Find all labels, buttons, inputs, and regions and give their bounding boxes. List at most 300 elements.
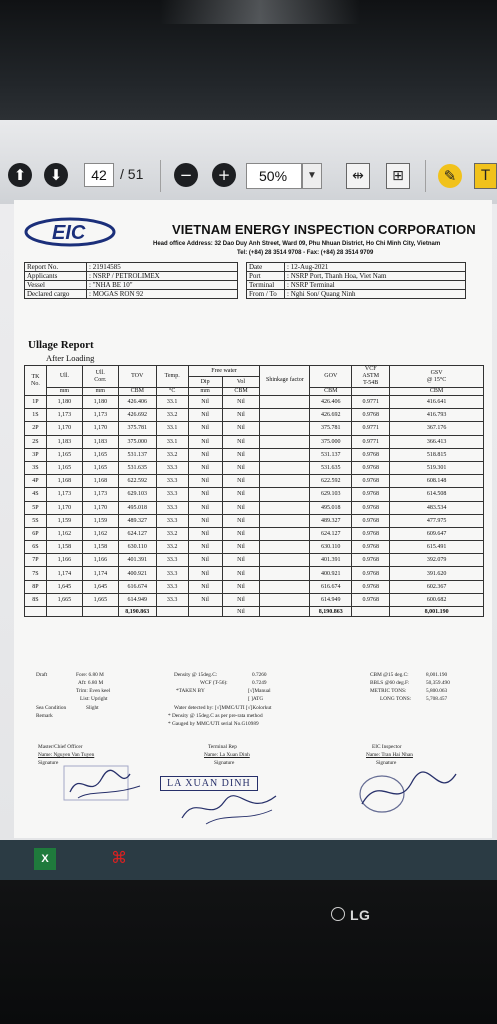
vol-cell: Nil bbox=[222, 461, 260, 474]
temp-cell: 33.3 bbox=[156, 580, 188, 593]
total-blank bbox=[260, 607, 310, 617]
ullage-corr-cell: 1,170 bbox=[82, 501, 118, 514]
col-gov: GOV bbox=[310, 366, 352, 388]
vcf-cell: 0.9768 bbox=[352, 475, 390, 488]
vol-cell: Nil bbox=[222, 475, 260, 488]
vol-cell: Nil bbox=[222, 593, 260, 606]
total-blank bbox=[25, 607, 47, 617]
info-label: Applicants bbox=[25, 272, 87, 281]
ullage-cell: 1,162 bbox=[46, 527, 82, 540]
ullage-cell: 1,645 bbox=[46, 580, 82, 593]
col-ull: Ull. bbox=[46, 366, 82, 388]
gov-cell: 489.327 bbox=[310, 514, 352, 527]
tov-cell: 426.406 bbox=[118, 396, 156, 409]
metric-tons-label: METRIC TONS: bbox=[370, 688, 407, 694]
total-blank bbox=[188, 607, 222, 617]
fit-width-icon[interactable]: ⇹ bbox=[346, 163, 370, 189]
info-label: Report No. bbox=[25, 263, 87, 272]
gov-cell: 616.674 bbox=[310, 580, 352, 593]
shrinkage-cell bbox=[260, 461, 310, 474]
gsv-cell: 367.176 bbox=[390, 422, 484, 435]
col-free-water: Free water bbox=[188, 366, 260, 377]
ullage-corr-cell: 1,645 bbox=[82, 580, 118, 593]
gsv-cell: 602.367 bbox=[390, 580, 484, 593]
table-row bbox=[25, 554, 484, 567]
ullage-cell: 1,665 bbox=[46, 593, 82, 606]
vol-cell: Nil bbox=[222, 567, 260, 580]
col-tk: TK No. bbox=[25, 366, 47, 396]
ullage-cell: 1,165 bbox=[46, 448, 82, 461]
vcf-cell: 0.9768 bbox=[352, 488, 390, 501]
gov-cell: 426.406 bbox=[310, 396, 352, 409]
info-value: : NSRP / PETROLIMEX bbox=[87, 272, 238, 281]
table-row bbox=[25, 514, 484, 527]
draft-label: Draft bbox=[36, 672, 48, 678]
tov-cell: 489.327 bbox=[118, 514, 156, 527]
tank-cell: 5P bbox=[25, 501, 47, 514]
table-row bbox=[25, 475, 484, 488]
table-row bbox=[25, 501, 484, 514]
draft-aft: Aft: 6.80 M bbox=[78, 680, 104, 686]
shrinkage-cell bbox=[260, 475, 310, 488]
long-tons-value: 5,708.457 bbox=[426, 696, 448, 702]
col-vcf: VCF ASTM T-54B bbox=[352, 366, 390, 388]
temp-cell: 33.3 bbox=[156, 567, 188, 580]
total-blank bbox=[156, 607, 188, 617]
wcf-value: 0.7249 bbox=[252, 680, 267, 686]
tank-cell: 6P bbox=[25, 527, 47, 540]
temp-cell: 33.3 bbox=[156, 593, 188, 606]
temp-cell: 33.3 bbox=[156, 554, 188, 567]
vcf-cell: 0.9768 bbox=[352, 554, 390, 567]
dip-cell: Nil bbox=[188, 580, 222, 593]
shrinkage-cell bbox=[260, 580, 310, 593]
pdf-taskbar-icon[interactable]: ⌘ bbox=[111, 850, 127, 867]
bbls-value: 50,359.490 bbox=[426, 680, 450, 686]
info-label: Port bbox=[247, 272, 285, 281]
ullage-cell: 1,170 bbox=[46, 501, 82, 514]
temp-cell: 33.3 bbox=[156, 514, 188, 527]
dip-cell: Nil bbox=[188, 475, 222, 488]
dip-cell: Nil bbox=[188, 409, 222, 422]
excel-taskbar-icon[interactable]: X bbox=[34, 848, 56, 870]
list: List: Upright bbox=[80, 696, 108, 702]
info-value: : 21914585 bbox=[87, 263, 238, 272]
tank-cell: 3S bbox=[25, 461, 47, 474]
col-vol: Vol bbox=[222, 377, 260, 388]
total-tov: 8,190.863 bbox=[118, 607, 156, 617]
tank-cell: 7P bbox=[25, 554, 47, 567]
vol-cell: Nil bbox=[222, 541, 260, 554]
table-row bbox=[25, 488, 484, 501]
tov-cell: 624.127 bbox=[118, 527, 156, 540]
gsv-cell: 391.620 bbox=[390, 567, 484, 580]
gsv-cell: 609.647 bbox=[390, 527, 484, 540]
table-row bbox=[25, 422, 484, 435]
vol-cell: Nil bbox=[222, 448, 260, 461]
inspector-signature-label: Signature bbox=[376, 760, 397, 766]
tank-cell: 5S bbox=[25, 514, 47, 527]
ullage-cell: 1,170 bbox=[46, 422, 82, 435]
long-tons-label: LONG TONS: bbox=[380, 696, 412, 702]
shrinkage-cell bbox=[260, 448, 310, 461]
temp-cell: 33.1 bbox=[156, 396, 188, 409]
gsv-cell: 615.491 bbox=[390, 541, 484, 554]
master-title: Master/Chief Officer bbox=[38, 744, 83, 750]
gsv-cell: 608.148 bbox=[390, 475, 484, 488]
ullage-corr-cell: 1,159 bbox=[82, 514, 118, 527]
zoom-level-input[interactable]: 50% bbox=[246, 163, 302, 189]
tov-cell: 622.592 bbox=[118, 475, 156, 488]
ullage-corr-cell: 1,158 bbox=[82, 541, 118, 554]
vol-cell: Nil bbox=[222, 422, 260, 435]
shrinkage-cell bbox=[260, 514, 310, 527]
gsv-cell: 600.682 bbox=[390, 593, 484, 606]
vcf-cell: 0.9768 bbox=[352, 527, 390, 540]
info-value: : NSRP Terminal bbox=[285, 281, 466, 290]
table-row bbox=[25, 396, 484, 409]
shrinkage-cell bbox=[260, 554, 310, 567]
total-vol: Nil bbox=[222, 607, 260, 617]
taken-by-manual: [√]Manual bbox=[248, 688, 271, 694]
gov-cell: 614.949 bbox=[310, 593, 352, 606]
dip-cell: Nil bbox=[188, 501, 222, 514]
table-row bbox=[25, 409, 484, 422]
inspector-signature bbox=[352, 764, 462, 818]
taskbar bbox=[0, 840, 497, 880]
ullage-cell: 1,168 bbox=[46, 475, 82, 488]
table-row bbox=[25, 527, 484, 540]
info-label: Vessel bbox=[25, 281, 87, 290]
trim: Trim: Even keel bbox=[76, 688, 111, 694]
inspector-name: Name: Tran Hai Nhan bbox=[366, 752, 413, 758]
tank-cell: 1S bbox=[25, 409, 47, 422]
shrinkage-cell bbox=[260, 593, 310, 606]
unit-cbm: CBM bbox=[222, 388, 260, 396]
tank-cell: 8S bbox=[25, 593, 47, 606]
gov-cell: 426.692 bbox=[310, 409, 352, 422]
lg-logo-icon bbox=[331, 907, 345, 921]
gsv-cell: 416.793 bbox=[390, 409, 484, 422]
totals-row bbox=[25, 607, 484, 617]
dip-cell: Nil bbox=[188, 435, 222, 448]
vol-cell: Nil bbox=[222, 554, 260, 567]
tov-cell: 495.018 bbox=[118, 501, 156, 514]
gov-cell: 531.635 bbox=[310, 461, 352, 474]
ullage-corr-cell: 1,165 bbox=[82, 461, 118, 474]
vol-cell: Nil bbox=[222, 396, 260, 409]
col-dip: Dip bbox=[188, 377, 222, 388]
ullage-cell: 1,174 bbox=[46, 567, 82, 580]
shrinkage-cell bbox=[260, 488, 310, 501]
unit-mm: mm bbox=[82, 388, 118, 396]
col-gsv: GSV @ 15°C bbox=[390, 366, 484, 388]
col-ull-corr: Ull. Corr. bbox=[82, 366, 118, 388]
vcf-cell: 0.9768 bbox=[352, 514, 390, 527]
ullage-corr-cell: 1,183 bbox=[82, 435, 118, 448]
tank-cell: 2P bbox=[25, 422, 47, 435]
shrinkage-cell bbox=[260, 501, 310, 514]
metric-tons-value: 5,800.063 bbox=[426, 688, 448, 694]
total-gsv: 8,001.190 bbox=[390, 607, 484, 617]
vcf-cell: 0.9768 bbox=[352, 541, 390, 554]
tov-cell: 400.921 bbox=[118, 567, 156, 580]
temp-cell: 33.1 bbox=[156, 422, 188, 435]
table-row bbox=[25, 567, 484, 580]
dip-cell: Nil bbox=[188, 554, 222, 567]
ullage-corr-cell: 1,170 bbox=[82, 422, 118, 435]
toolbar-divider bbox=[425, 160, 426, 192]
tov-cell: 375.000 bbox=[118, 435, 156, 448]
pdf-toolbar bbox=[0, 120, 497, 204]
inspector-title: EIC Inspector bbox=[372, 744, 402, 750]
screen-glare bbox=[160, 0, 360, 24]
temp-cell: 33.2 bbox=[156, 409, 188, 422]
gov-cell: 400.921 bbox=[310, 567, 352, 580]
company-address: Head office Address: 32 Dao Duy Anh Street, Ward 09, Phu Nhuan District, Ho Chi Minh City, Vietnam bbox=[153, 241, 441, 247]
ullage-corr-cell: 1,162 bbox=[82, 527, 118, 540]
vcf-cell: 0.9768 bbox=[352, 461, 390, 474]
temp-cell: 33.3 bbox=[156, 501, 188, 514]
shrinkage-cell bbox=[260, 396, 310, 409]
info-value: : "NHA BE 10" bbox=[87, 281, 238, 290]
gsv-cell: 477.975 bbox=[390, 514, 484, 527]
gov-cell: 622.592 bbox=[310, 475, 352, 488]
info-label: Declared cargo bbox=[25, 290, 87, 299]
draft-fore: Fore: 6.80 M bbox=[76, 672, 104, 678]
vcf-cell: 0.9768 bbox=[352, 409, 390, 422]
tov-cell: 531.635 bbox=[118, 461, 156, 474]
taken-by-label: *TAKEN BY bbox=[176, 688, 205, 694]
vcf-cell: 0.9771 bbox=[352, 396, 390, 409]
dip-cell: Nil bbox=[188, 514, 222, 527]
ullage-corr-cell: 1,165 bbox=[82, 448, 118, 461]
ullage-corr-cell: 1,166 bbox=[82, 554, 118, 567]
tov-cell: 630.110 bbox=[118, 541, 156, 554]
temp-cell: 33.1 bbox=[156, 435, 188, 448]
temp-cell: 33.3 bbox=[156, 488, 188, 501]
ullage-cell: 1,158 bbox=[46, 541, 82, 554]
vol-cell: Nil bbox=[222, 435, 260, 448]
unit-celsius: °C bbox=[156, 388, 188, 396]
gsv-cell: 416.641 bbox=[390, 396, 484, 409]
unit-mm: mm bbox=[46, 388, 82, 396]
tank-cell: 3P bbox=[25, 448, 47, 461]
vcf-cell: 0.9771 bbox=[352, 435, 390, 448]
temp-cell: 33.2 bbox=[156, 448, 188, 461]
taken-by-atg: [ ]ATG bbox=[248, 696, 264, 702]
total-blank bbox=[82, 607, 118, 617]
ullage-cell: 1,180 bbox=[46, 396, 82, 409]
ullage-cell: 1,165 bbox=[46, 461, 82, 474]
tank-cell: 4S bbox=[25, 488, 47, 501]
gov-cell: 531.137 bbox=[310, 448, 352, 461]
table-row bbox=[25, 435, 484, 448]
company-name: VIETNAM ENERGY INSPECTION CORPORATION bbox=[172, 222, 476, 237]
gsv-cell: 392.079 bbox=[390, 554, 484, 567]
info-table-right bbox=[246, 262, 466, 299]
wcf-label: WCF (T-56): bbox=[200, 680, 228, 686]
vol-cell: Nil bbox=[222, 501, 260, 514]
dip-cell: Nil bbox=[188, 488, 222, 501]
col-tov: TOV bbox=[118, 366, 156, 388]
vcf-cell: 0.9768 bbox=[352, 593, 390, 606]
gauge-note: * Gauged by MMC/UTI serial No.G10989 bbox=[168, 721, 259, 727]
ullage-table bbox=[24, 365, 484, 617]
gov-cell: 630.110 bbox=[310, 541, 352, 554]
tank-cell: 8P bbox=[25, 580, 47, 593]
next-page-icon[interactable]: ⬇ bbox=[44, 163, 68, 187]
unit-cbm: CBM bbox=[310, 388, 352, 396]
page-number-input[interactable]: 42 bbox=[84, 163, 114, 187]
unit-mm: mm bbox=[188, 388, 222, 396]
shrinkage-cell bbox=[260, 541, 310, 554]
dip-cell: Nil bbox=[188, 541, 222, 554]
sea-condition-value: Slight bbox=[86, 705, 99, 711]
col-shrinkage: Shinkage factor bbox=[260, 366, 310, 396]
tov-cell: 531.137 bbox=[118, 448, 156, 461]
total-blank bbox=[352, 607, 390, 617]
dip-cell: Nil bbox=[188, 448, 222, 461]
monitor-brand: LG bbox=[350, 907, 371, 923]
gov-cell: 624.127 bbox=[310, 527, 352, 540]
gov-cell: 401.391 bbox=[310, 554, 352, 567]
ullage-corr-cell: 1,173 bbox=[82, 488, 118, 501]
ullage-corr-cell: 1,173 bbox=[82, 409, 118, 422]
sea-condition-label: Sea Condition bbox=[36, 705, 67, 711]
temp-cell: 33.3 bbox=[156, 461, 188, 474]
company-contact: Tel: (+84) 28 3514 9708 - Fax: (+84) 28 3514 9709 bbox=[237, 250, 374, 256]
ullage-cell: 1,173 bbox=[46, 488, 82, 501]
tov-cell: 401.391 bbox=[118, 554, 156, 567]
table-row bbox=[25, 580, 484, 593]
water-detected: Water detected by: [√]MMC/UTI [√]Kolorkut bbox=[174, 705, 272, 711]
comment-icon[interactable]: ✎ bbox=[438, 164, 462, 188]
shrinkage-cell bbox=[260, 422, 310, 435]
gov-cell: 495.018 bbox=[310, 501, 352, 514]
info-label: Terminal bbox=[247, 281, 285, 290]
gsv-cell: 518.815 bbox=[390, 448, 484, 461]
vol-cell: Nil bbox=[222, 527, 260, 540]
shrinkage-cell bbox=[260, 527, 310, 540]
gsv-cell: 519.301 bbox=[390, 461, 484, 474]
tank-cell: 6S bbox=[25, 541, 47, 554]
tov-cell: 629.103 bbox=[118, 488, 156, 501]
unit-cbm: CBM bbox=[118, 388, 156, 396]
ullage-corr-cell: 1,168 bbox=[82, 475, 118, 488]
dip-cell: Nil bbox=[188, 422, 222, 435]
gsv-cell: 483.534 bbox=[390, 501, 484, 514]
dip-cell: Nil bbox=[188, 461, 222, 474]
col-temp: Temp. bbox=[156, 366, 188, 388]
gov-cell: 629.103 bbox=[310, 488, 352, 501]
tov-cell: 614.949 bbox=[118, 593, 156, 606]
terminal-title: Terminal Rep bbox=[208, 744, 237, 750]
gsv-cell: 366.413 bbox=[390, 435, 484, 448]
vcf-cell: 0.9768 bbox=[352, 501, 390, 514]
info-value: : 12-Aug-2021 bbox=[285, 263, 466, 272]
tov-cell: 375.781 bbox=[118, 422, 156, 435]
ullage-cell: 1,173 bbox=[46, 409, 82, 422]
ullage-corr-cell: 1,665 bbox=[82, 593, 118, 606]
unit-cbm: CBM bbox=[390, 388, 484, 396]
cbm15-value: 8,001.190 bbox=[426, 672, 448, 678]
unit-blank bbox=[352, 388, 390, 396]
ullage-cell: 1,159 bbox=[46, 514, 82, 527]
gov-cell: 375.000 bbox=[310, 435, 352, 448]
tank-cell: 2S bbox=[25, 435, 47, 448]
info-value: : MOGAS RON 92 bbox=[87, 290, 238, 299]
ullage-corr-cell: 1,180 bbox=[82, 396, 118, 409]
temp-cell: 33.2 bbox=[156, 541, 188, 554]
dip-cell: Nil bbox=[188, 396, 222, 409]
remark-label: Remark bbox=[36, 713, 53, 719]
table-row bbox=[25, 448, 484, 461]
dip-cell: Nil bbox=[188, 527, 222, 540]
toolbar-divider bbox=[160, 160, 161, 192]
cbm15-label: CBM @15 deg.C: bbox=[370, 672, 409, 678]
total-blank bbox=[46, 607, 82, 617]
page-total: / 51 bbox=[120, 166, 144, 182]
table-row bbox=[25, 461, 484, 474]
report-title: Ullage Report bbox=[28, 339, 94, 351]
tank-cell: 7S bbox=[25, 567, 47, 580]
terminal-signature-label: Signature bbox=[214, 760, 235, 766]
vol-cell: Nil bbox=[222, 409, 260, 422]
tank-cell: 1P bbox=[25, 396, 47, 409]
master-signature-label: Signature bbox=[38, 760, 59, 766]
report-subtitle: After Loading bbox=[46, 353, 95, 363]
eic-logo bbox=[22, 216, 118, 248]
bbls-label: BBLS @60 deg.F: bbox=[370, 680, 410, 686]
table-row bbox=[25, 541, 484, 554]
density-note: * Density @ 15deg.C as per pre-rata method bbox=[168, 713, 263, 719]
vol-cell: Nil bbox=[222, 580, 260, 593]
density-label: Density @ 15deg.C: bbox=[174, 672, 218, 678]
temp-cell: 33.3 bbox=[156, 475, 188, 488]
gov-cell: 375.781 bbox=[310, 422, 352, 435]
terminal-name: Name: La Xuan Dinh bbox=[204, 752, 250, 758]
ullage-cell: 1,166 bbox=[46, 554, 82, 567]
info-value: : Nghi Son/ Quang Ninh bbox=[285, 290, 466, 299]
tank-cell: 4P bbox=[25, 475, 47, 488]
info-label: From / To bbox=[247, 290, 285, 299]
vcf-cell: 0.9771 bbox=[352, 422, 390, 435]
monitor-bezel bbox=[0, 880, 497, 1024]
terminal-signature bbox=[176, 788, 286, 828]
master-name: Name: Nguyen Van Tuyen bbox=[38, 752, 95, 758]
info-value: : NSRP Port, Thanh Hoa, Viet Nam bbox=[285, 272, 466, 281]
vcf-cell: 0.9768 bbox=[352, 580, 390, 593]
vol-cell: Nil bbox=[222, 488, 260, 501]
gsv-cell: 614.508 bbox=[390, 488, 484, 501]
prev-page-icon[interactable]: ⬆ bbox=[8, 163, 32, 187]
zoom-in-icon[interactable]: + bbox=[212, 163, 236, 187]
zoom-out-icon[interactable]: − bbox=[174, 163, 198, 187]
total-gov: 8,190.863 bbox=[310, 607, 352, 617]
fit-page-icon[interactable]: ⊞ bbox=[386, 163, 410, 189]
zoom-dropdown-icon[interactable]: ▼ bbox=[302, 163, 322, 189]
dip-cell: Nil bbox=[188, 593, 222, 606]
ullage-corr-cell: 1,174 bbox=[82, 567, 118, 580]
highlight-icon[interactable]: T bbox=[474, 163, 497, 189]
master-signature-stamp bbox=[60, 760, 150, 808]
vol-cell: Nil bbox=[222, 514, 260, 527]
ullage-cell: 1,183 bbox=[46, 435, 82, 448]
table-row bbox=[25, 593, 484, 606]
shrinkage-cell bbox=[260, 435, 310, 448]
shrinkage-cell bbox=[260, 567, 310, 580]
